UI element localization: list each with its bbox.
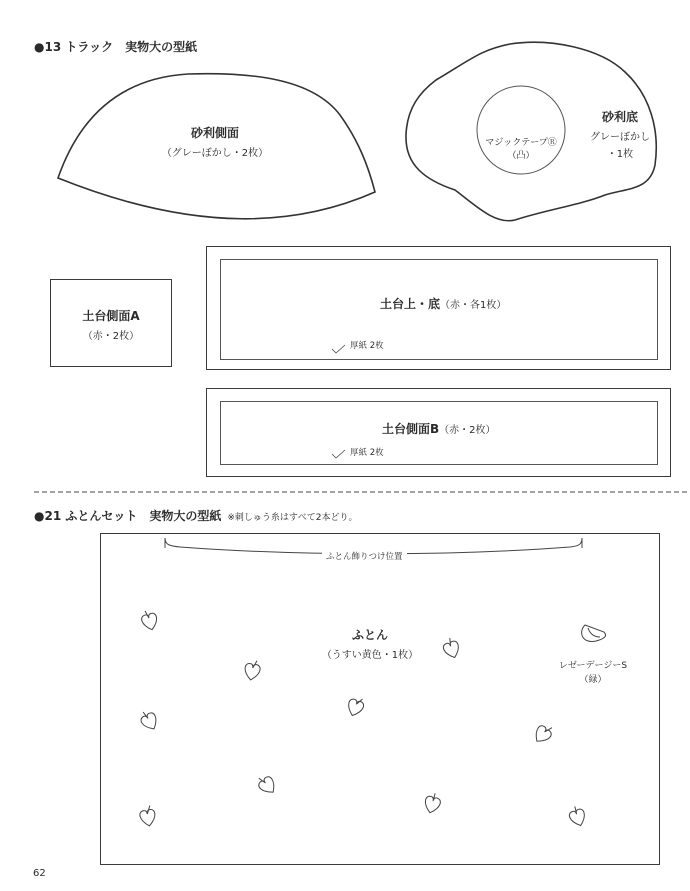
- gravel-side-name: 砂利側面: [190, 126, 239, 140]
- lazy-daisy-line1: レゼーデージーS: [558, 661, 628, 671]
- base-side-a-detail: （赤・2枚）: [82, 331, 140, 342]
- section13-title: ●13 トラック 実物大の型紙: [34, 40, 198, 54]
- decor-position-label: ふとん飾りつけ位置: [322, 550, 407, 562]
- velcro-line2: （凸）: [507, 151, 535, 161]
- base-side-a-label: [50, 307, 172, 342]
- base-side-b-label: [382, 418, 496, 437]
- velcro-line1: マジックテープⓇ: [485, 138, 557, 148]
- base-top-label: [380, 293, 506, 312]
- base-side-b-name: 土台側面B: [382, 422, 440, 436]
- lazy-daisy-label: [548, 659, 638, 687]
- futon-name: ふとん: [351, 628, 388, 642]
- velcro-label: [476, 137, 566, 163]
- lazy-daisy-line2: （緑）: [579, 675, 607, 685]
- gravel-side-detail: （グレーぼかし・2枚）: [161, 148, 269, 159]
- section21-title: ●21 ふとんセット 実物大の型紙: [34, 509, 222, 523]
- gravel-side-label: [160, 124, 270, 159]
- base-top-name: 土台上・底: [380, 297, 441, 311]
- base-side-a-name: 土台側面A: [82, 309, 140, 323]
- futon-detail: （うすい黄色・1枚）: [321, 650, 419, 661]
- futon-piece: [100, 533, 660, 865]
- base-side-b-detail: （赤・2枚）: [439, 425, 496, 436]
- section21-note: ※刺しゅう糸はすべて2本どり。: [227, 513, 358, 523]
- gravel-bottom-detail-2: ・1枚: [606, 149, 634, 160]
- section21-title-row: [34, 507, 357, 524]
- gravel-bottom-label: [580, 108, 660, 160]
- futon-label: [310, 626, 430, 661]
- gravel-bottom-name: 砂利底: [601, 110, 638, 124]
- base-top-note: 厚紙 2枚: [350, 341, 384, 351]
- gravel-bottom-detail-1: グレーぼかし: [590, 132, 650, 143]
- page-number: 62: [33, 868, 46, 879]
- base-side-b-note: 厚紙 2枚: [350, 448, 384, 458]
- base-top-detail: （赤・各1枚）: [440, 300, 507, 311]
